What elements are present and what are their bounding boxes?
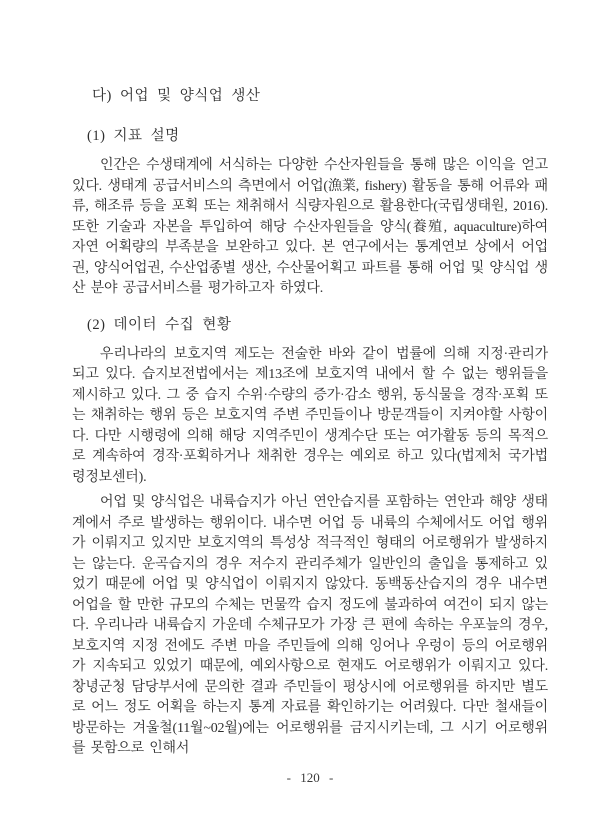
page-number: - 120 -	[286, 769, 334, 785]
section-2-heading: (2) 데이터 수집 현황	[87, 316, 232, 333]
section-2-paragraph-1: 우리나라의 보호지역 제도는 전술한 바와 같이 법률에 의해 지정·관리가 되고 있다. 습지보전법에서는 제13조에 보호지역 내에서 할 수 없는 행위들을 제시하고 있다. 그 중 습지 수위·수량의 증가·감소 행위, 동식물을 경작·포획 또는 채취하는 행위 등은 보호지역 주변 주민들이나 방문객들이 지켜야할 사항이다. 다만 시행령에 의해 해당 지역주민이 생계수단 또는 여가활동 등의 목적으로 계속하여 경작·포획하거나 채취한 경우는 예외로 하고 있다(법제처 국가법령정보센터).	[72, 346, 548, 485]
section-1-paragraph: 인간은 수생태계에 서식하는 다양한 수산자원들을 통해 많은 이익을 얻고 있다. 생태계 공급서비스의 측면에서 어업(漁業, fishery) 활동을 통해 어류와 패류, 해조류 등을 포획 또는 채취해서 식량자원으로 활용한다(국립생태원, 2016). 또한 기술과 자본을 투입하여 해당 수산자원들을 양식(養殖, aquaculture)하여 자연 어획량의 부족분을 보완하고 있다. 본 연구에서는 통계연보 상에서 어업권, 양식어업권, 수산업종별 생산, 수산물어획고 파트를 통해 어업 및 양식업 생산 분야 공급서비스를 평가하고자 하였다.	[72, 158, 548, 296]
section-1-heading: (1) 지표 설명	[87, 128, 180, 144]
page-title: 다) 어업 및 양식업 생산	[92, 88, 261, 104]
section-2-paragraph-2: 어업 및 양식업은 내륙습지가 아닌 연안습지를 포함하는 연안과 해양 생태계에서 주로 발생하는 행위이다. 내수면 어업 등 내륙의 수체에서도 어업 행위가 이뤄지고 있지만 보호지역의 특성상 적극적인 형태의 어로행위가 발생하지는 않는다. 운곡습지의 경우 저수지 관리주체가 일반인의 출입을 통제하고 있었기 때문에 어업 및 양식업이 이뤄지지 않았다. 동백동산습지의 경우 내수면 어업을 할 만한 규모의 수체는 먼물깍 습지 정도에 불과하여 여건이 되지 않는다. 우리나라 내륙습지 가운데 수체규모가 가장 큰 편에 속하는 우포늪의 경우, 보호지역 지정 전에도 주변 마을 주민들에 의해 잉어나 우렁이 등의 어로행위가 지속되고 있었기 때문에, 예외사항으로 현재도 어로행위가 이뤄지고 있다. 창녕군청 담당부서에 문의한 결과 주민들이 평상시에 어로행위를 하지만 별도로 어느 정도 어획을 하는지 통계 자료를 확인하기는 어려웠다. 다만 철새들이 방문하는 겨울철(11월~02월)에는 어로행위를 금지시키는데, 그 시기 어로행위를 못함으로 인해서	[72, 495, 548, 756]
